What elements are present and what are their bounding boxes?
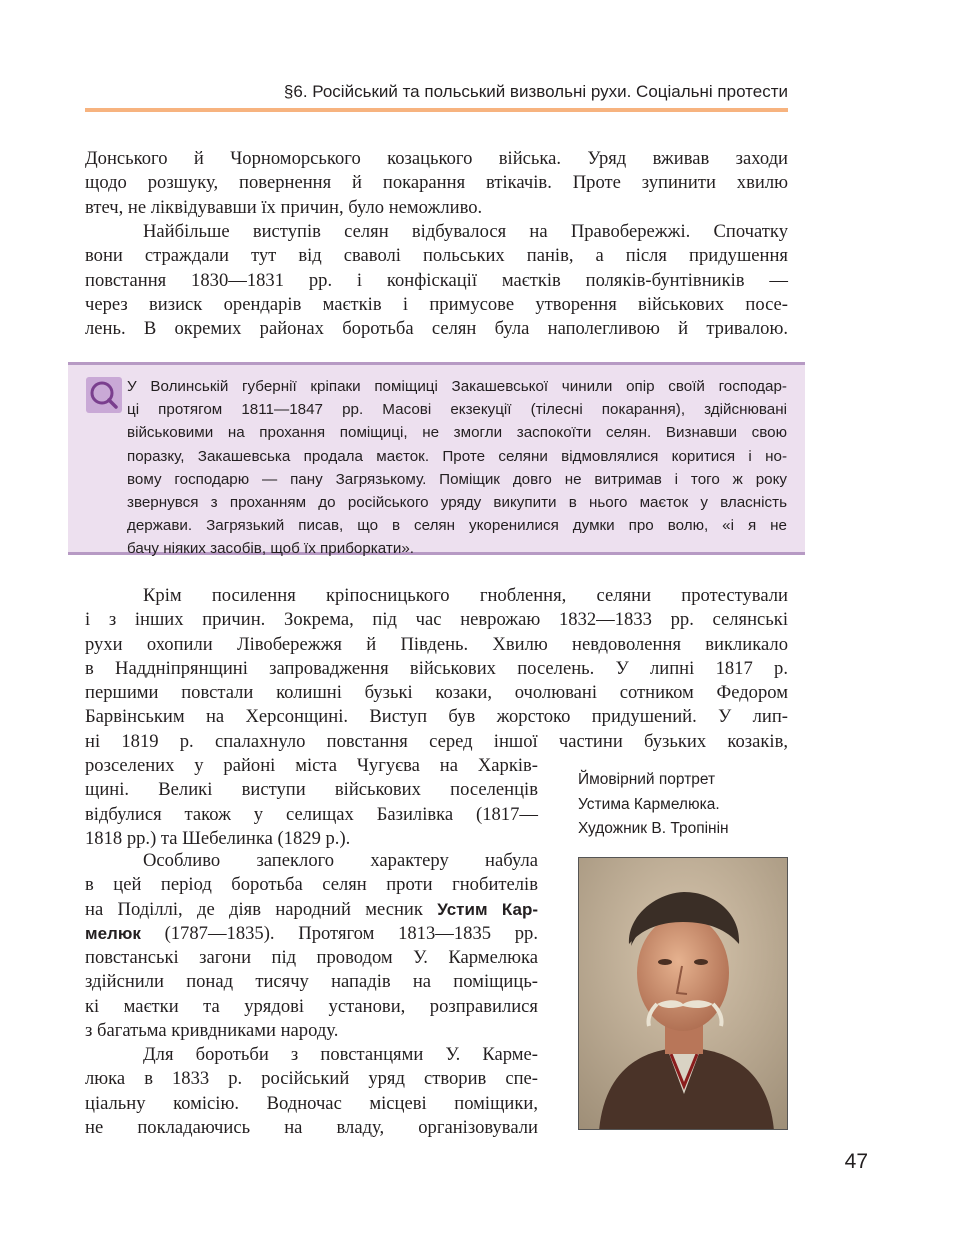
text-line: відбулися також у селищах Базилівка (1817— <box>85 803 538 825</box>
text-line: Барвінським на Херсонщині. Виступ був жорстоко придушений. У лип- <box>85 706 788 728</box>
text-line: щодо розшуку, повернення й покарання втікачів. Проте зупинити хвилю <box>85 172 788 194</box>
text-run: на Поділлі, де діяв народний месник <box>85 898 438 920</box>
text-line: повстання 1830—1831 рр. і конфіскації маєтків поляків-бунтівників — <box>85 269 788 291</box>
callout-line: вому господарю — пану Загрязькому. Поміщик довго не витримав і того ж року <box>127 470 787 488</box>
paragraph-3-continued <box>85 754 538 851</box>
paragraph-3 <box>85 584 788 754</box>
callout-line: звернувся з проханням до російського уряду викупити в нього маєток у власність <box>127 493 787 511</box>
paragraph-4 <box>85 849 538 1043</box>
callout-line: бачу ніяких засобів, щоб їх приборкати». <box>127 540 414 558</box>
person-name: Устим Кар- <box>437 899 538 919</box>
caption-line: Ймовірний портрет <box>578 771 716 788</box>
running-header: §6. Російський та польський визвольні рухи. Соціальні протести <box>283 82 788 101</box>
text-line: люка в 1833 р. російський уряд створив спе- <box>85 1068 538 1090</box>
text-line: Особливо запеклого характеру набула <box>143 850 538 871</box>
caption-line: Устима Кармелюка. <box>578 795 720 813</box>
text-line: втеч, не ліквідувавши їх причин, було неможливо. <box>85 196 483 218</box>
text-line: Найбільше виступів селян відбувалося на Правобережжі. Спочатку <box>143 221 788 242</box>
callout-box <box>68 362 805 558</box>
text-line: повстанські загони під проводом У. Кармелюка <box>85 947 538 969</box>
text-line: в цей період боротьба селян проти гнобителів <box>85 874 538 896</box>
text-line: 1818 рр.) та Шебелинка (1829 р.). <box>85 827 351 849</box>
portrait-image <box>578 857 788 1130</box>
callout-line: держави. Загрязький писав, що в селян укоренилися думки про волю, «і я не <box>127 517 787 535</box>
text-line <box>85 898 538 922</box>
callout-line: військовими на прохання поміщиці, не змогли заспокоїти селян. Визнавши свою <box>127 424 787 442</box>
paragraph-1 <box>85 147 788 220</box>
text-line: кі маєтки та урядові установи, розправилися <box>85 995 538 1017</box>
person-name: мелюк <box>85 923 141 943</box>
page-number: 47 <box>844 1150 868 1173</box>
text-line: Для боротьби з повстанцями У. Карме- <box>143 1044 538 1065</box>
callout-line: У Волинській губернії кріпаки поміщиці Закашевської чинили опір своїй господар- <box>127 378 787 395</box>
magnifier-icon <box>86 377 122 413</box>
text-run: (1787—1835). Протягом 1813—1835 рр. <box>140 922 538 944</box>
callout-line: ці протягом 1811—1847 рр. Масові екзекуції (тілесні покарання), здійснювані <box>127 401 787 419</box>
text-line: лень. В окремих районах боротьба селян була наполегливою й тривалою. <box>85 318 788 340</box>
text-line <box>85 922 538 946</box>
callout-text <box>127 375 787 561</box>
header-rule <box>85 108 788 112</box>
paragraph-5 <box>85 1043 538 1140</box>
text-line: і з інших причин. Зокрема, під час неврожаю 1832—1833 рр. селянські <box>85 609 788 631</box>
paragraph-2 <box>85 220 788 341</box>
callout-line: поразку, Закашевська продала маєток. Проте селяни відмовлялися коритися і но- <box>127 447 787 465</box>
text-line: Донського й Чорноморського козацького війська. Уряд вживав заходи <box>85 148 788 169</box>
text-line: розселених у районі міста Чугуєва на Харків- <box>85 755 538 776</box>
text-line: через визиск орендарів маєтків і примусове утворення військових посе- <box>85 293 788 315</box>
text-line: здійснили понад тисячу нападів на поміщиць- <box>85 971 538 993</box>
text-line: ні 1819 р. спалахнуло повстання серед іншої частини бузьких козаків, <box>85 730 788 752</box>
text-line: вони страждали тут від сваволі польських панів, а після придушення <box>85 245 788 267</box>
figure-caption <box>578 768 788 842</box>
text-line: першими повстали колишні бузькі козаки, очолювані сотником Федором <box>85 682 788 704</box>
text-line: з багатьма кривдниками народу. <box>85 1020 339 1042</box>
caption-line: Художник В. Тропінін <box>578 820 729 837</box>
text-line: в Наддніпрянщині запровадження військових поселень. У липні 1817 р. <box>85 657 788 679</box>
text-line: рухи охопили Лівобережжя й Південь. Хвилю невдоволення викликало <box>85 633 788 655</box>
text-line: щині. Великі виступи військових поселенців <box>85 779 538 801</box>
text-line: ціальну комісію. Водночас місцеві поміщики, <box>85 1092 538 1114</box>
text-line: не покладаючись на владу, організовували <box>85 1116 538 1138</box>
text-line: Крім посилення кріпосницького гноблення, селяни протестували <box>143 585 788 606</box>
